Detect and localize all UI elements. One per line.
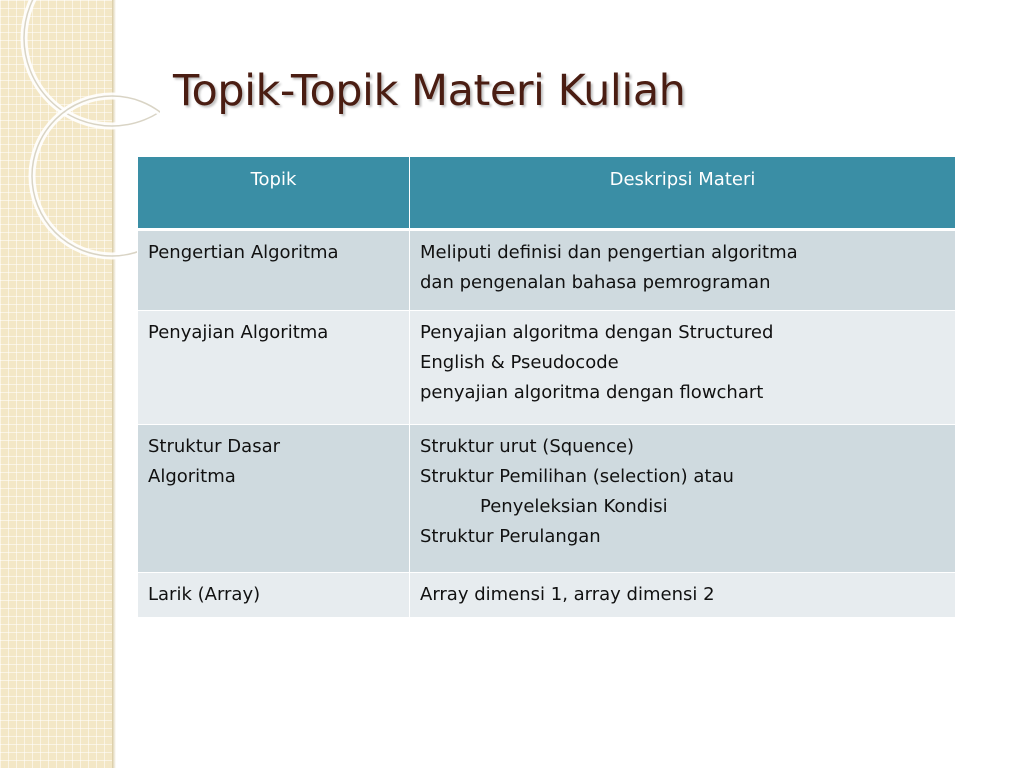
materi-table bbox=[137, 156, 956, 618]
cell-deskripsi bbox=[410, 230, 956, 311]
slide-title: Topik-Topik Materi Kuliah bbox=[173, 66, 686, 116]
table-row bbox=[138, 311, 956, 425]
decorative-ring-upper bbox=[24, 0, 160, 126]
cell-line: Meliputi definisi dan pengertian algoritma bbox=[420, 242, 798, 263]
cell-line: Struktur Pemilihan (selection) atau bbox=[420, 466, 734, 487]
cell-topik bbox=[138, 230, 410, 311]
cell-deskripsi bbox=[410, 311, 956, 425]
cell-line: Array dimensi 1, array dimensi 2 bbox=[420, 584, 715, 605]
cell-line: Penyajian Algoritma bbox=[148, 322, 329, 343]
cell-line: Larik (Array) bbox=[148, 584, 261, 605]
cell-line: Algoritma bbox=[148, 466, 236, 487]
cell-topik bbox=[138, 573, 410, 618]
cell-deskripsi bbox=[410, 573, 956, 618]
table-row bbox=[138, 425, 956, 573]
cell-deskripsi bbox=[410, 425, 956, 573]
cell-topik bbox=[138, 425, 410, 573]
table-row bbox=[138, 573, 956, 618]
cell-topik bbox=[138, 311, 410, 425]
cell-line: English & Pseudocode bbox=[420, 352, 619, 373]
cell-line: dan pengenalan bahasa pemrograman bbox=[420, 272, 771, 293]
cell-line: penyajian algoritma dengan flowchart bbox=[420, 382, 764, 403]
header-deskripsi: Deskripsi Materi bbox=[410, 157, 956, 230]
cell-line: Pengertian Algoritma bbox=[148, 242, 339, 263]
table-row bbox=[138, 230, 956, 311]
header-topik: Topik bbox=[138, 157, 410, 230]
table-header-row bbox=[138, 157, 956, 230]
cell-line-indented: Penyeleksian Kondisi bbox=[480, 496, 668, 517]
decorative-rings bbox=[0, 0, 160, 260]
decorative-ring-upper-outline bbox=[24, 0, 160, 126]
cell-line: Struktur Perulangan bbox=[420, 526, 601, 547]
cell-line: Penyajian algoritma dengan Structured bbox=[420, 322, 774, 343]
cell-line: Struktur urut (Squence) bbox=[420, 436, 635, 457]
cell-line: Struktur Dasar bbox=[148, 436, 281, 457]
